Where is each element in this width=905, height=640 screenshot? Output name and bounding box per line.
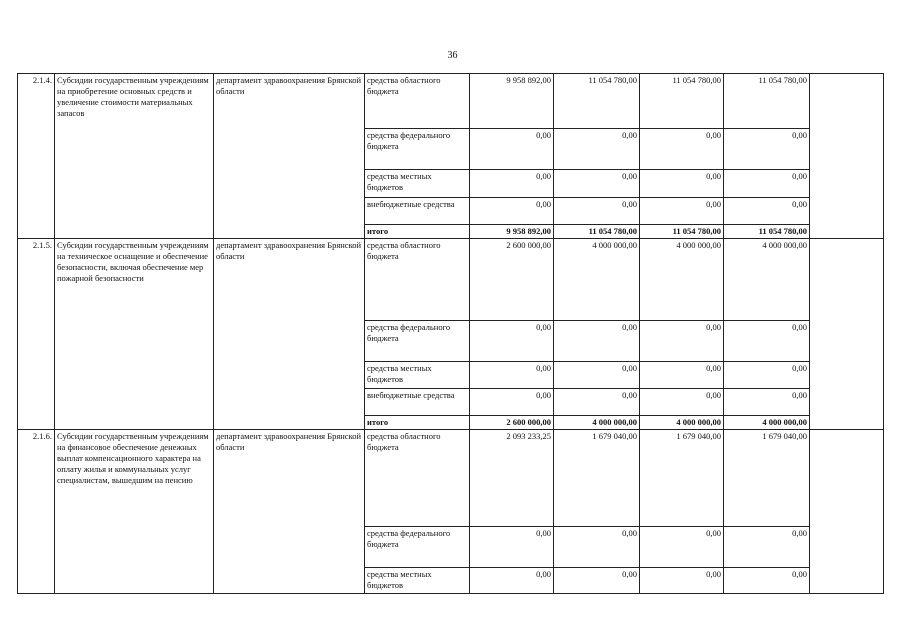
amount-cell: 0,00 — [470, 129, 554, 170]
amount-cell: 2 600 000,00 — [470, 239, 554, 321]
amount-cell: 0,00 — [724, 527, 810, 568]
total-label: итого — [365, 225, 470, 239]
source-label: средства федерального бюджета — [365, 129, 470, 170]
source-label: средства областного бюджета — [365, 74, 470, 129]
source-label: средства местных бюджетов — [365, 362, 470, 389]
amount-cell: 4 000 000,00 — [724, 239, 810, 321]
empty-cell — [810, 74, 884, 239]
amount-cell: 11 054 780,00 — [640, 74, 724, 129]
amount-cell: 0,00 — [554, 568, 640, 594]
amount-cell: 0,00 — [470, 389, 554, 416]
amount-cell: 0,00 — [640, 389, 724, 416]
source-label: средства областного бюджета — [365, 239, 470, 321]
amount-cell: 0,00 — [470, 321, 554, 362]
amount-cell: 4 000 000,00 — [554, 239, 640, 321]
empty-cell — [810, 430, 884, 594]
amount-cell: 9 958 892,00 — [470, 74, 554, 129]
section-title: Субсидии государственным учреждениям на техническое оснащение и обеспечение безопасности, включая обеспечение мер пожарной безопасности — [55, 239, 214, 430]
amount-cell: 11 054 780,00 — [554, 74, 640, 129]
source-label: средства местных бюджетов — [365, 170, 470, 198]
source-label: средства местных бюджетов — [365, 568, 470, 594]
page-number: 36 — [447, 50, 458, 61]
source-label: средства областного бюджета — [365, 430, 470, 527]
amount-cell: 0,00 — [640, 321, 724, 362]
total-cell: 9 958 892,00 — [470, 225, 554, 239]
amount-cell: 0,00 — [470, 568, 554, 594]
total-label: итого — [365, 416, 470, 430]
empty-cell — [810, 239, 884, 430]
section-code: 2.1.6. — [18, 430, 55, 594]
amount-cell: 11 054 780,00 — [724, 74, 810, 129]
source-label: внебюджетные средства — [365, 389, 470, 416]
section-executor: департамент здравоохранения Брянской области — [214, 430, 365, 594]
amount-cell: 0,00 — [640, 198, 724, 225]
section-executor: департамент здравоохранения Брянской области — [214, 74, 365, 239]
section-title: Субсидии государственным учреждениям на финансовое обеспечение денежных выплат компенсационного характера на оплату жилья и коммунальных услуг специалистам, вышедшим на пенсию — [55, 430, 214, 594]
amount-cell: 0,00 — [724, 321, 810, 362]
section-code: 2.1.5. — [18, 239, 55, 430]
amount-cell: 0,00 — [640, 129, 724, 170]
total-cell: 11 054 780,00 — [554, 225, 640, 239]
amount-cell: 0,00 — [470, 198, 554, 225]
amount-cell: 0,00 — [724, 170, 810, 198]
amount-cell: 0,00 — [724, 362, 810, 389]
amount-cell: 0,00 — [640, 568, 724, 594]
section-title: Субсидии государственным учреждениям на приобретение основных средств и увеличение стоимости материальных запасов — [55, 74, 214, 239]
amount-cell: 0,00 — [640, 362, 724, 389]
total-cell: 2 600 000,00 — [470, 416, 554, 430]
amount-cell: 0,00 — [554, 170, 640, 198]
amount-cell: 1 679 040,00 — [724, 430, 810, 527]
amount-cell: 0,00 — [724, 198, 810, 225]
amount-cell: 1 679 040,00 — [640, 430, 724, 527]
amount-cell: 2 093 233,25 — [470, 430, 554, 527]
amount-cell: 0,00 — [470, 170, 554, 198]
amount-cell: 0,00 — [640, 170, 724, 198]
amount-cell: 0,00 — [724, 568, 810, 594]
amount-cell: 0,00 — [470, 527, 554, 568]
amount-cell: 4 000 000,00 — [640, 239, 724, 321]
amount-cell: 0,00 — [640, 527, 724, 568]
amount-cell: 0,00 — [554, 321, 640, 362]
table-row — [18, 74, 884, 129]
amount-cell: 0,00 — [470, 362, 554, 389]
section-code: 2.1.4. — [18, 74, 55, 239]
amount-cell: 0,00 — [554, 198, 640, 225]
total-cell: 4 000 000,00 — [724, 416, 810, 430]
amount-cell: 0,00 — [554, 389, 640, 416]
amount-cell: 1 679 040,00 — [554, 430, 640, 527]
table-row — [18, 430, 884, 527]
amount-cell: 0,00 — [554, 527, 640, 568]
amount-cell: 0,00 — [724, 389, 810, 416]
amount-cell: 0,00 — [554, 362, 640, 389]
total-cell: 11 054 780,00 — [724, 225, 810, 239]
budget-table — [17, 73, 884, 594]
amount-cell: 0,00 — [554, 129, 640, 170]
source-label: средства федерального бюджета — [365, 321, 470, 362]
source-label: средства федерального бюджета — [365, 527, 470, 568]
source-label: внебюджетные средства — [365, 198, 470, 225]
total-cell: 4 000 000,00 — [640, 416, 724, 430]
amount-cell: 0,00 — [724, 129, 810, 170]
total-cell: 4 000 000,00 — [554, 416, 640, 430]
table-row — [18, 239, 884, 321]
section-executor: департамент здравоохранения Брянской области — [214, 239, 365, 430]
total-cell: 11 054 780,00 — [640, 225, 724, 239]
